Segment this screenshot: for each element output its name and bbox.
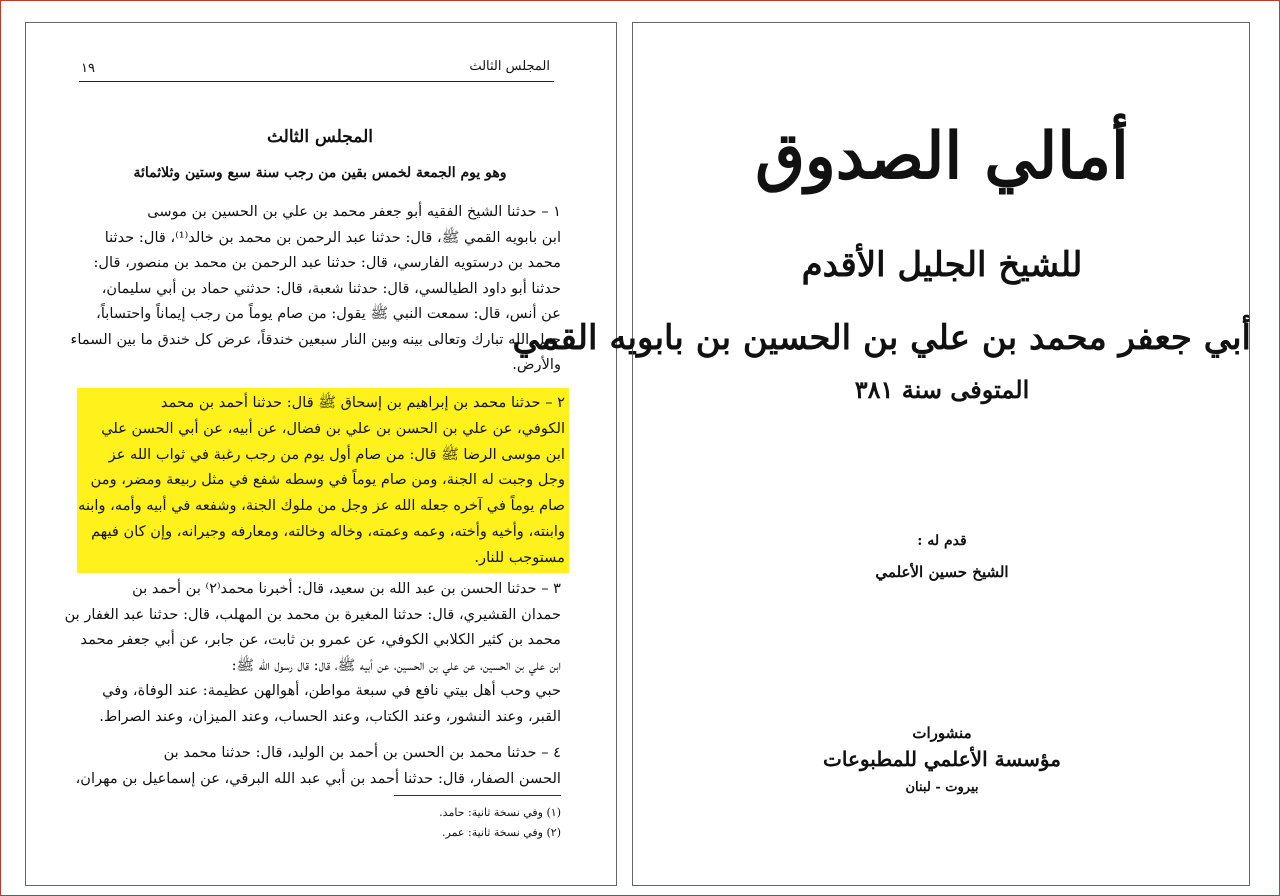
- text-line: والأرض.: [512, 356, 561, 373]
- footnotes: [286, 803, 561, 843]
- text-line: صام يوماً في آخره جعله الله عز وجل من ملوك الجنة، وشفعه في أبيه وأمه، وابنه: [78, 497, 565, 515]
- text-line: حبي وحب أهل بيتي نافع في سبعة مواطن، أهوالهن عظيمة: عند الوفاة، وفي: [102, 682, 561, 699]
- text-line: ٣ – حدثنا الحسن بن عبد الله بن سعيد، قال: أخبرنا محمد⁽٢⁾ بن أحمد بن: [132, 580, 561, 597]
- footnote-1: (١) وفي نسخة ثانية: حامد.: [439, 806, 561, 819]
- intro-name: الشيخ حسين الأعلمي: [875, 563, 1009, 581]
- author-name: أبي جعفر محمد بن علي بن الحسين بن بابويه القمي: [512, 318, 1251, 358]
- hadith-3: [64, 576, 561, 729]
- text-line: القبر، وعند النشور، وعند الكتاب، وعند الحساب، وعند الميزان، وعند الصراط.: [99, 707, 561, 725]
- book-title: أمالي الصدوق: [755, 119, 1129, 194]
- text-line: محمد بن كثير الكلابي الكوفي، عن عمرو بن ثابت، عن جابر، عن أبي جعفر محمد: [80, 631, 561, 648]
- chapter-title: المجلس الثالث: [266, 127, 373, 147]
- text-line: حدثنا أبو داود الطيالسي، قال: حدثنا شعبة، قال: حدثني حماد بن أبي سليمان،: [101, 279, 561, 297]
- page-number: ١٩: [81, 61, 95, 76]
- publisher-label: منشورات: [912, 724, 972, 742]
- text-line: حمدان القشيري، قال: حدثنا المغيرة بن محمد بن المهلب، قال: حدثنا عبد الغفار بن: [64, 605, 561, 623]
- death-note: المتوفى سنة ٣٨١: [854, 375, 1030, 404]
- running-title: المجلس الثالث: [469, 59, 550, 74]
- book-subtitle: للشيخ الجليل الأقدم: [801, 245, 1083, 285]
- text-line: عن أنس، قال: سمعت النبي ﷺ يقول: من صام يوماً من رجب إيماناً واحتساباً،: [96, 305, 561, 322]
- text-line: ١ – حدثنا الشيخ الفقيه أبو جعفر محمد بن علي بن الحسين بن موسى: [147, 203, 561, 220]
- intro-label: قدم له :: [917, 533, 967, 549]
- hadith-2-highlighted[interactable]: [77, 388, 569, 573]
- chapter-subtitle: وهو يوم الجمعة لخمس بقين من رجب سنة سبع وستين وثلاثمائة: [133, 165, 507, 181]
- text-line: مستوجب للنار.: [474, 548, 565, 566]
- hadith-1: [70, 199, 561, 378]
- footnote-2: (٢) وفي نسخة ثانية: عمر.: [442, 826, 561, 839]
- text-line: وابنته، وأخيه وأخته، وعمه وعمته، وخاله وخالته، ومعارفه وجيرانه، وإن كان فيهم: [91, 522, 565, 540]
- hadith-4: [75, 740, 561, 791]
- text-line: وجل وجبت له الجنة، ومن صام يوماً في وسطه شفع في مثل ربيعة ومضر، ومن: [90, 471, 565, 489]
- publisher-name: مؤسسة الأعلمي للمطبوعات: [823, 747, 1061, 771]
- text-line: جعل الله تبارك وتعالى بينه وبين النار سبعين خندقاً، عرض كل خندق ما بين السماء: [70, 330, 561, 348]
- publisher-city: بيروت - لبنان: [905, 780, 979, 795]
- text-line: الحسن الصفار، قال: حدثنا أحمد بن أبي عبد الله البرقي، عن إسماعيل بن مهران،: [75, 769, 561, 787]
- text-line: ابن موسى الرضا ﷺ قال: من صام أول يوم من رجب رغبة في ثواب الله عز: [108, 445, 565, 463]
- footnote-divider: [394, 795, 561, 796]
- running-header: [79, 59, 554, 82]
- text-line: الكوفي، عن علي بن الحسن بن علي بن فضال، عن أبيه، عن أبي الحسن علي: [101, 419, 565, 437]
- text-line: ٤ – حدثنا محمد بن الحسن بن أحمد بن الوليد، قال: حدثنا محمد بن: [163, 744, 561, 761]
- text-line: ابن بابويه القمي ﷺ، قال: حدثنا عبد الرحمن بن محمد بن خالد⁽¹⁾، قال: حدثنا: [104, 228, 561, 246]
- left-page: [25, 22, 617, 886]
- text-line: محمد بن درستويه الفارسي، قال: حدثنا عبد الرحمن بن محمد بن منصور، قال:: [93, 254, 561, 271]
- text-line: ٢ – حدثنا محمد بن إبراهيم بن إسحاق ﷺ قال: حدثنا أحمد بن محمد: [160, 394, 565, 411]
- text-line: ابن علي بن الحسين، عن علي بن الحسين، عن أبيه ﷺ، قال: قال رسول الله ﷺ:: [231, 656, 561, 674]
